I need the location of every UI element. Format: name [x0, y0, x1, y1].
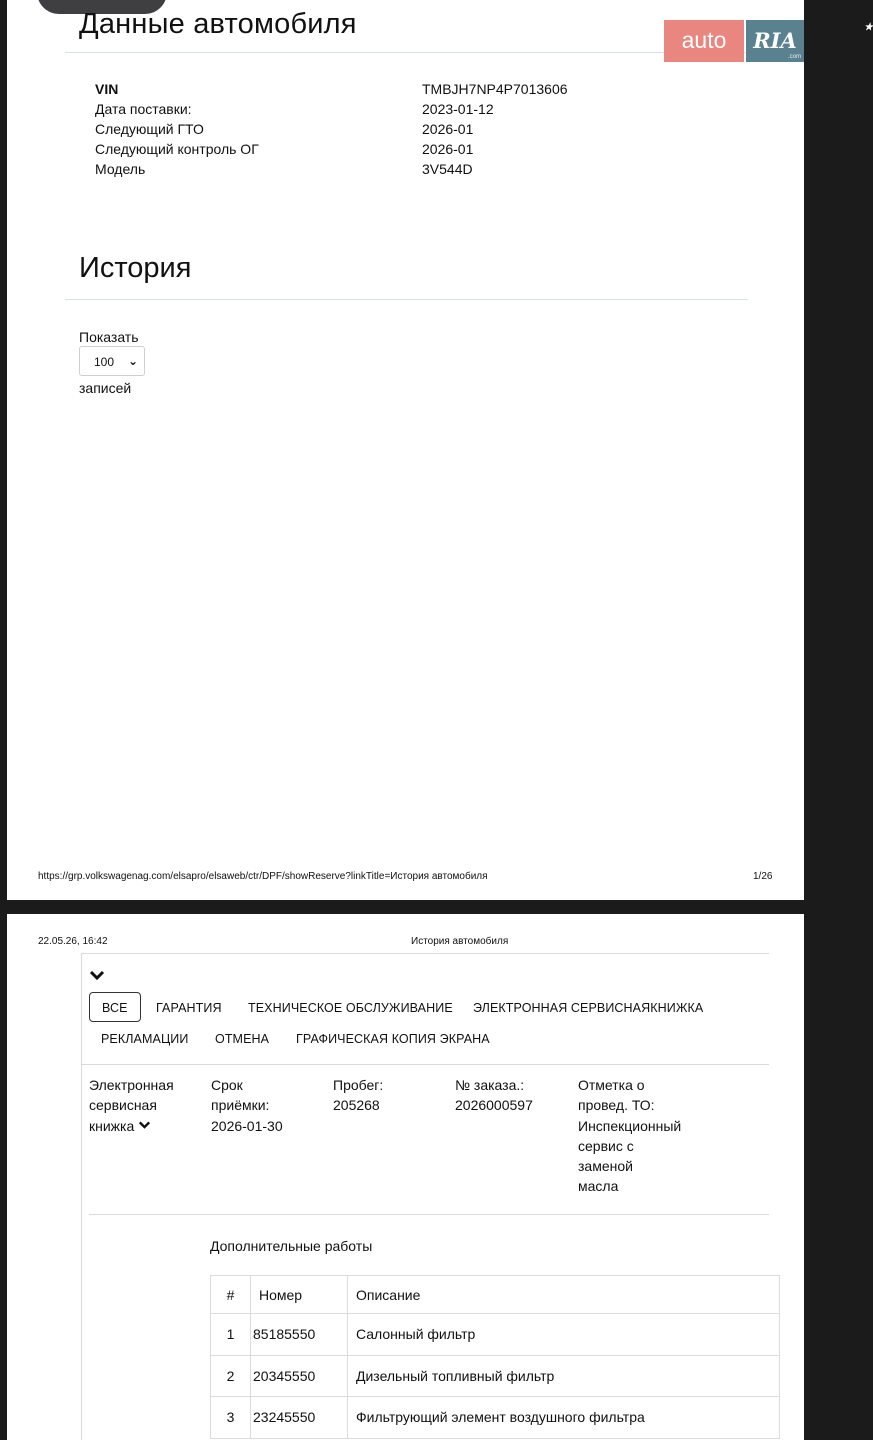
additional-works-table: [210, 1275, 780, 1439]
row-description: Салонный фильтр: [348, 1314, 780, 1356]
logo-ria-block: [746, 20, 873, 62]
row-index: 3: [211, 1397, 251, 1439]
column-header-description: Описание: [348, 1276, 780, 1314]
logo-ria-text: RIA: [753, 28, 797, 53]
tab-all[interactable]: ВСЕ: [89, 992, 141, 1022]
chevron-down-icon: ⌄: [127, 354, 138, 368]
entry-mileage-label: Пробег:: [333, 1077, 384, 1093]
column-header-index: #: [211, 1276, 251, 1314]
records-label: записей: [79, 380, 132, 396]
entry-service-note: [578, 1075, 681, 1197]
row-number: 23245550: [251, 1397, 348, 1439]
delivery-date-label: Дата поставки:: [95, 101, 192, 117]
row-number: 85185550: [251, 1314, 348, 1356]
table-header-row: [211, 1276, 780, 1314]
row-number: 20345550: [251, 1355, 348, 1397]
entry-order-value: 2026000597: [455, 1097, 533, 1114]
delivery-date-value: 2023-01-12: [422, 101, 494, 117]
entry-date-line: приёмки:: [211, 1097, 270, 1114]
pdf-page-1: [7, 0, 873, 900]
autoria-logo: [664, 20, 873, 62]
tab-warranty[interactable]: ГАРАНТИЯ: [156, 1001, 222, 1015]
entry-type-line: сервисная: [89, 1097, 157, 1114]
footer-page-number: 1/26: [753, 871, 773, 882]
next-emission-check-label: Следующий контроль ОГ: [95, 141, 259, 157]
logo-dotcom-text: .com: [787, 54, 801, 60]
tab-cancellation[interactable]: ОТМЕНА: [215, 1032, 270, 1046]
chevron-down-icon[interactable]: [138, 1120, 151, 1131]
next-inspection-value: 2026-01: [422, 121, 474, 137]
pdf-page-2: [7, 914, 804, 1440]
tab-maintenance[interactable]: ТЕХНИЧЕСКОЕ ОБСЛУЖИВАНИЕ: [248, 1001, 453, 1015]
divider: [89, 1214, 769, 1215]
entry-type-line: Электронная: [89, 1077, 174, 1093]
history-heading: История: [79, 252, 192, 284]
page-size-value: 100: [94, 355, 115, 369]
header-title: История автомобиля: [411, 936, 509, 947]
entry-note-line: сервис с: [578, 1137, 634, 1154]
tab-complaints[interactable]: РЕКЛАМАЦИИ: [101, 1032, 189, 1046]
row-description: Фильтрующий элемент воздушного фильтра: [348, 1397, 780, 1439]
vehicle-data-heading: Данные автомобиля: [79, 8, 357, 40]
next-inspection-label: Следующий ГТО: [95, 121, 204, 137]
header-date: 22.05.26, 16:42: [38, 936, 108, 947]
page-size-select[interactable]: [79, 346, 145, 376]
entry-type-line: книжка: [89, 1117, 135, 1134]
entry-type[interactable]: [89, 1075, 174, 1136]
entry-order-number: [455, 1075, 533, 1116]
divider: [81, 953, 82, 1440]
model-label: Модель: [95, 161, 146, 177]
row-index: 1: [211, 1314, 251, 1356]
table-row: [211, 1314, 780, 1356]
entry-mileage-value: 205268: [333, 1097, 380, 1114]
entry-date-line: Срок: [211, 1077, 243, 1093]
star-icon: ★: [864, 22, 873, 33]
column-header-number: Номер: [251, 1276, 348, 1314]
logo-auto-text: auto: [664, 20, 744, 62]
additional-works-title: Дополнительные работы: [210, 1238, 373, 1254]
vin-label: VIN: [95, 81, 119, 97]
entry-date-value: 2026-01-30: [211, 1117, 283, 1134]
divider: [81, 953, 769, 954]
footer-url: https://grp.volkswagenag.com/elsapro/elsaweb/ctr/DPF/showReserve?linkTitle=История автомобиля: [38, 871, 488, 882]
divider: [81, 1064, 769, 1065]
entry-type-line-with-icon: [89, 1116, 174, 1136]
entry-mileage: [333, 1075, 383, 1116]
entry-note-line: масла: [578, 1178, 619, 1195]
entry-note-line: Отметка о: [578, 1077, 645, 1093]
entry-order-label: № заказа.:: [455, 1077, 525, 1093]
show-label: Показать: [79, 329, 139, 345]
row-description: Дизельный топливный фильтр: [348, 1355, 780, 1397]
entry-note-line: заменой: [578, 1158, 633, 1175]
tab-screen-copy[interactable]: ГРАФИЧЕСКАЯ КОПИЯ ЭКРАНА: [296, 1032, 490, 1046]
entry-acceptance-date: [211, 1075, 283, 1136]
table-row: [211, 1355, 780, 1397]
model-value: 3V544D: [422, 161, 473, 177]
table-row: [211, 1397, 780, 1439]
tab-electronic-service-book[interactable]: ЭЛЕКТРОННАЯ СЕРВИСНАЯКНИЖКА: [473, 1001, 704, 1015]
divider: [65, 52, 748, 53]
vin-value: TMBJH7NP4P7013606: [422, 81, 568, 97]
next-emission-check-value: 2026-01: [422, 141, 474, 157]
entry-note-line: провед. ТО:: [578, 1097, 655, 1114]
chevron-down-icon[interactable]: [89, 968, 105, 984]
divider: [65, 299, 748, 300]
row-index: 2: [211, 1355, 251, 1397]
entry-note-line: Инспекционный: [578, 1117, 682, 1134]
